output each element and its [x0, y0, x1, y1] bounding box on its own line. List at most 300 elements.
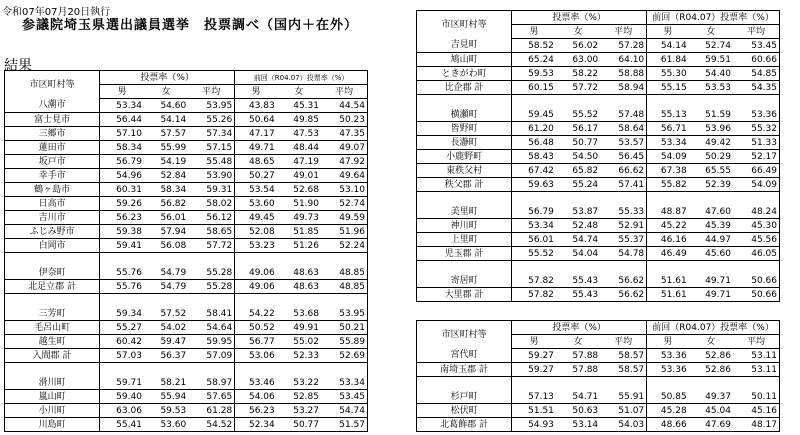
prev-average-turnout: 53.45: [733, 39, 780, 53]
municipality-name: 越生町: [5, 335, 100, 349]
female-turnout: 50.63: [556, 404, 600, 418]
female-turnout: 52.48: [556, 219, 600, 233]
municipality-name: 三郷市: [5, 127, 100, 141]
average-turnout: 57.48: [600, 108, 646, 122]
prev-male-turnout: 53.34: [647, 136, 689, 150]
average-turnout: 59.31: [188, 183, 234, 197]
table-row: [5, 169, 368, 183]
female-turnout: 54.74: [556, 233, 600, 247]
prev-female-turnout: 49.37: [689, 390, 733, 404]
prev-average-turnout: 52.74: [321, 197, 368, 211]
average-turnout: 55.28: [188, 266, 234, 280]
municipality-name: [5, 294, 100, 308]
municipality-name: 小川町: [5, 404, 100, 418]
average-turnout: 57.34: [188, 127, 234, 141]
header-female: 女: [144, 85, 188, 99]
header-prev-male: 男: [647, 335, 689, 349]
prev-male-turnout: 43.83: [235, 99, 277, 113]
prev-male-turnout: 51.61: [647, 288, 689, 302]
header-average: 平均: [188, 85, 234, 99]
table-row: [5, 113, 368, 127]
execution-date: 令和07年07月20日執行: [2, 7, 111, 18]
right-table-2-body: [417, 349, 780, 432]
female-turnout: 53.14: [556, 418, 600, 432]
left-table-body: [5, 99, 368, 432]
header-prev-average: 平均: [733, 335, 780, 349]
prev-female-turnout: 49.42: [689, 136, 733, 150]
prev-female-turnout: 52.39: [689, 178, 733, 192]
average-turnout: 54.03: [600, 418, 646, 432]
male-turnout: 65.24: [512, 53, 556, 67]
prev-female-turnout: 50.77: [277, 418, 321, 432]
table-row: [5, 349, 368, 363]
male-turnout: 57.13: [512, 390, 556, 404]
table-row: [417, 164, 780, 178]
table-row: [417, 418, 780, 432]
prev-average-turnout: 48.24: [733, 205, 780, 219]
prev-male-turnout: 55.82: [647, 178, 689, 192]
table-row: [417, 178, 780, 192]
blank-row: [417, 192, 780, 206]
prev-average-turnout: [733, 192, 780, 206]
male-turnout: [100, 294, 144, 308]
female-turnout: 65.82: [556, 164, 600, 178]
prev-average-turnout: 49.07: [321, 141, 368, 155]
right-table-1-body: [417, 39, 780, 302]
prev-average-turnout: 49.59: [321, 211, 368, 225]
average-turnout: 57.09: [188, 349, 234, 363]
prev-male-turnout: [647, 95, 689, 109]
prev-male-turnout: 49.45: [235, 211, 277, 225]
prev-female-turnout: 45.39: [689, 219, 733, 233]
female-turnout: 57.88: [556, 349, 600, 363]
header-male: 男: [100, 85, 144, 99]
prev-average-turnout: 53.36: [733, 108, 780, 122]
male-turnout: [100, 253, 144, 267]
prev-average-turnout: 48.17: [733, 418, 780, 432]
prev-female-turnout: 52.85: [277, 390, 321, 404]
prev-male-turnout: 49.71: [235, 141, 277, 155]
prev-male-turnout: 50.27: [235, 169, 277, 183]
male-turnout: 58.34: [100, 141, 144, 155]
male-turnout: 59.27: [512, 363, 556, 377]
prev-male-turnout: 56.77: [235, 335, 277, 349]
municipality-name: ときがわ町: [417, 67, 512, 81]
prev-average-turnout: 55.32: [733, 122, 780, 136]
female-turnout: 55.43: [556, 288, 600, 302]
prev-average-turnout: 53.34: [321, 376, 368, 390]
prev-average-turnout: 50.11: [733, 390, 780, 404]
prev-male-turnout: [235, 363, 277, 377]
prev-male-turnout: [647, 261, 689, 275]
prev-average-turnout: 52.69: [321, 349, 368, 363]
male-turnout: 59.26: [100, 197, 144, 211]
female-turnout: 54.79: [144, 266, 188, 280]
male-turnout: 60.42: [100, 335, 144, 349]
prev-male-turnout: 47.17: [235, 127, 277, 141]
average-turnout: 57.28: [600, 39, 646, 53]
header-prev-female: 女: [277, 85, 321, 99]
male-turnout: 55.76: [100, 280, 144, 294]
average-turnout: 57.41: [600, 178, 646, 192]
prev-female-turnout: 48.63: [277, 266, 321, 280]
prev-average-turnout: 45.30: [733, 219, 780, 233]
female-turnout: 52.84: [144, 169, 188, 183]
prev-male-turnout: 46.16: [647, 233, 689, 247]
male-turnout: 57.10: [100, 127, 144, 141]
average-turnout: [188, 294, 234, 308]
municipality-name: [5, 253, 100, 267]
prev-male-turnout: 54.22: [235, 307, 277, 321]
header-turnout: 投票率（%）: [100, 71, 235, 85]
prev-average-turnout: 51.33: [733, 136, 780, 150]
prev-average-turnout: 53.11: [733, 349, 780, 363]
male-turnout: 55.41: [100, 418, 144, 432]
prev-male-turnout: 67.38: [647, 164, 689, 178]
prev-average-turnout: [733, 95, 780, 109]
male-turnout: [512, 377, 556, 391]
table-row: [417, 67, 780, 81]
prev-female-turnout: 59.51: [689, 53, 733, 67]
table-row: [417, 122, 780, 136]
prev-female-turnout: 45.31: [277, 99, 321, 113]
prev-average-turnout: 48.85: [321, 280, 368, 294]
prev-average-turnout: [733, 261, 780, 275]
prev-average-turnout: 66.49: [733, 164, 780, 178]
prev-male-turnout: [235, 294, 277, 308]
table-row: [5, 197, 368, 211]
average-turnout: 56.62: [600, 274, 646, 288]
header-prev-male: 男: [235, 85, 277, 99]
prev-male-turnout: 45.28: [647, 404, 689, 418]
municipality-name: 白岡市: [5, 239, 100, 253]
prev-female-turnout: [689, 261, 733, 275]
prev-average-turnout: 52.24: [321, 239, 368, 253]
table-row: [5, 127, 368, 141]
prev-female-turnout: 45.60: [689, 247, 733, 261]
male-turnout: 59.40: [100, 390, 144, 404]
municipality-name: 鶴ヶ島市: [5, 183, 100, 197]
table-row: [417, 53, 780, 67]
municipality-name: [417, 192, 512, 206]
male-turnout: 57.82: [512, 288, 556, 302]
male-turnout: 53.34: [100, 99, 144, 113]
male-turnout: 59.38: [100, 225, 144, 239]
male-turnout: 56.01: [512, 233, 556, 247]
table-row: [417, 219, 780, 233]
prev-male-turnout: 56.71: [647, 122, 689, 136]
prev-average-turnout: 54.85: [733, 67, 780, 81]
prev-male-turnout: 52.34: [235, 418, 277, 432]
prev-male-turnout: 54.09: [647, 150, 689, 164]
female-turnout: 56.01: [144, 211, 188, 225]
municipality-name: 東秩父村: [417, 164, 512, 178]
header-municipality: 市区町村等: [417, 11, 512, 39]
average-turnout: 61.28: [188, 404, 234, 418]
prev-female-turnout: 49.85: [277, 113, 321, 127]
prev-male-turnout: 55.13: [647, 108, 689, 122]
prev-female-turnout: 65.55: [689, 164, 733, 178]
male-turnout: [512, 192, 556, 206]
prev-male-turnout: [647, 192, 689, 206]
result-heading: 結果: [4, 58, 32, 74]
prev-female-turnout: 53.53: [689, 81, 733, 95]
prev-average-turnout: 60.66: [733, 53, 780, 67]
prev-average-turnout: 55.89: [321, 335, 368, 349]
female-turnout: 55.43: [556, 274, 600, 288]
prev-male-turnout: 49.06: [235, 280, 277, 294]
female-turnout: 57.52: [144, 307, 188, 321]
blank-row: [417, 95, 780, 109]
municipality-name: 嵐山町: [5, 390, 100, 404]
prev-average-turnout: 50.23: [321, 113, 368, 127]
header-male: 男: [512, 25, 556, 39]
prev-female-turnout: 52.86: [689, 349, 733, 363]
table-row: [5, 390, 368, 404]
prev-female-turnout: 52.33: [277, 349, 321, 363]
male-turnout: 59.63: [512, 178, 556, 192]
average-turnout: [600, 192, 646, 206]
average-turnout: 55.37: [600, 233, 646, 247]
prev-male-turnout: 50.64: [235, 113, 277, 127]
male-turnout: 59.71: [100, 376, 144, 390]
female-turnout: 56.37: [144, 349, 188, 363]
average-turnout: 56.12: [188, 211, 234, 225]
male-turnout: 67.42: [512, 164, 556, 178]
prev-male-turnout: 48.65: [235, 155, 277, 169]
right-turnout-table-2: [416, 320, 780, 432]
prev-male-turnout: 49.06: [235, 266, 277, 280]
female-turnout: 50.77: [556, 136, 600, 150]
prev-female-turnout: [277, 294, 321, 308]
male-turnout: 55.76: [100, 266, 144, 280]
prev-male-turnout: 53.54: [235, 183, 277, 197]
municipality-name: [5, 363, 100, 377]
municipality-name: 鳩山町: [417, 53, 512, 67]
prev-female-turnout: 49.91: [277, 321, 321, 335]
male-turnout: 55.27: [100, 321, 144, 335]
prev-female-turnout: 53.22: [277, 376, 321, 390]
male-turnout: 51.51: [512, 404, 556, 418]
average-turnout: 57.15: [188, 141, 234, 155]
prev-female-turnout: 44.97: [689, 233, 733, 247]
male-turnout: 54.96: [100, 169, 144, 183]
blank-row: [417, 377, 780, 391]
municipality-name: 吉川市: [5, 211, 100, 225]
prev-average-turnout: 51.96: [321, 225, 368, 239]
prev-male-turnout: [647, 377, 689, 391]
table-row: [5, 239, 368, 253]
table-row: [5, 376, 368, 390]
blank-row: [5, 253, 368, 267]
table-row: [417, 233, 780, 247]
header-municipality: 市区町村等: [417, 321, 512, 349]
municipality-name: 神川町: [417, 219, 512, 233]
female-turnout: [144, 294, 188, 308]
prev-female-turnout: 53.96: [689, 122, 733, 136]
municipality-name: 富士見市: [5, 113, 100, 127]
header-prev-average: 平均: [321, 85, 368, 99]
male-turnout: 60.15: [512, 81, 556, 95]
female-turnout: 58.34: [144, 183, 188, 197]
municipality-name: 大里郡 計: [417, 288, 512, 302]
average-turnout: [600, 377, 646, 391]
male-turnout: 53.34: [512, 219, 556, 233]
female-turnout: 57.72: [556, 81, 600, 95]
prev-female-turnout: 50.29: [689, 150, 733, 164]
municipality-name: 三芳町: [5, 307, 100, 321]
female-turnout: 59.53: [144, 404, 188, 418]
prev-average-turnout: 47.35: [321, 127, 368, 141]
prev-average-turnout: 49.64: [321, 169, 368, 183]
table-row: [5, 418, 368, 432]
female-turnout: 56.02: [556, 39, 600, 53]
prev-male-turnout: 55.30: [647, 67, 689, 81]
prev-average-turnout: 54.35: [733, 81, 780, 95]
municipality-name: [417, 95, 512, 109]
municipality-name: 長瀞町: [417, 136, 512, 150]
table-row: [417, 108, 780, 122]
male-turnout: 57.03: [100, 349, 144, 363]
prev-female-turnout: 49.73: [277, 211, 321, 225]
table-row: [417, 247, 780, 261]
prev-average-turnout: 51.57: [321, 418, 368, 432]
female-turnout: 55.94: [144, 390, 188, 404]
average-turnout: 53.90: [188, 169, 234, 183]
prev-male-turnout: 48.66: [647, 418, 689, 432]
female-turnout: 54.02: [144, 321, 188, 335]
municipality-name: 坂戸市: [5, 155, 100, 169]
male-turnout: 59.34: [100, 307, 144, 321]
female-turnout: 58.22: [556, 67, 600, 81]
female-turnout: 58.21: [144, 376, 188, 390]
average-turnout: 58.64: [600, 122, 646, 136]
table-row: [417, 363, 780, 377]
municipality-name: 寄居町: [417, 274, 512, 288]
female-turnout: [556, 261, 600, 275]
female-turnout: 53.87: [556, 205, 600, 219]
table-row: [417, 39, 780, 53]
prev-average-turnout: 53.10: [321, 183, 368, 197]
female-turnout: 55.24: [556, 178, 600, 192]
prev-female-turnout: 55.02: [277, 335, 321, 349]
municipality-name: 入間郡 計: [5, 349, 100, 363]
table-row: [417, 81, 780, 95]
municipality-name: 日高市: [5, 197, 100, 211]
header-prev-turnout: 前回（R04.07）投票率（%）: [647, 321, 780, 335]
average-turnout: 53.95: [188, 99, 234, 113]
prev-average-turnout: 45.56: [733, 233, 780, 247]
header-female: 女: [556, 335, 600, 349]
prev-male-turnout: [235, 253, 277, 267]
header-prev-male: 男: [647, 25, 689, 39]
female-turnout: 59.47: [144, 335, 188, 349]
left-turnout-table: [4, 70, 368, 432]
average-turnout: 54.64: [188, 321, 234, 335]
table-row: [5, 266, 368, 280]
male-turnout: [100, 363, 144, 377]
municipality-name: 吉見町: [417, 39, 512, 53]
male-turnout: 56.23: [100, 211, 144, 225]
prev-male-turnout: 51.61: [647, 274, 689, 288]
female-turnout: 54.04: [556, 247, 600, 261]
average-turnout: [600, 261, 646, 275]
female-turnout: 56.08: [144, 239, 188, 253]
prev-male-turnout: 53.36: [647, 349, 689, 363]
male-turnout: 56.48: [512, 136, 556, 150]
prev-average-turnout: 53.11: [733, 363, 780, 377]
table-row: [5, 211, 368, 225]
municipality-name: 毛呂山町: [5, 321, 100, 335]
female-turnout: [144, 253, 188, 267]
header-municipality: 市区町村等: [5, 71, 100, 99]
average-turnout: 53.57: [600, 136, 646, 150]
prev-average-turnout: 50.21: [321, 321, 368, 335]
prev-female-turnout: 48.63: [277, 280, 321, 294]
prev-male-turnout: 50.85: [647, 390, 689, 404]
municipality-name: 幸手市: [5, 169, 100, 183]
prev-average-turnout: 47.92: [321, 155, 368, 169]
prev-average-turnout: [321, 294, 368, 308]
municipality-name: 八潮市: [5, 99, 100, 113]
municipality-name: 比企郡 計: [417, 81, 512, 95]
female-turnout: 54.14: [144, 113, 188, 127]
female-turnout: 54.60: [144, 99, 188, 113]
average-turnout: 58.57: [600, 363, 646, 377]
male-turnout: 54.93: [512, 418, 556, 432]
municipality-name: 横瀬町: [417, 108, 512, 122]
municipality-name: 松伏町: [417, 404, 512, 418]
prev-average-turnout: 48.85: [321, 266, 368, 280]
municipality-name: [417, 261, 512, 275]
prev-female-turnout: 53.68: [277, 307, 321, 321]
prev-average-turnout: 44.54: [321, 99, 368, 113]
prev-average-turnout: 52.17: [733, 150, 780, 164]
prev-average-turnout: [321, 253, 368, 267]
female-turnout: [556, 95, 600, 109]
prev-female-turnout: 45.04: [689, 404, 733, 418]
prev-female-turnout: [689, 192, 733, 206]
female-turnout: [556, 377, 600, 391]
prev-male-turnout: 54.06: [235, 390, 277, 404]
female-turnout: 54.71: [556, 390, 600, 404]
municipality-name: 美里町: [417, 205, 512, 219]
prev-average-turnout: 50.66: [733, 288, 780, 302]
male-turnout: 60.31: [100, 183, 144, 197]
prev-male-turnout: 52.08: [235, 225, 277, 239]
prev-average-turnout: [733, 377, 780, 391]
table-row: [5, 404, 368, 418]
prev-male-turnout: 48.87: [647, 205, 689, 219]
blank-row: [5, 294, 368, 308]
prev-female-turnout: 51.90: [277, 197, 321, 211]
prev-female-turnout: [277, 363, 321, 377]
prev-female-turnout: 49.01: [277, 169, 321, 183]
average-turnout: 55.91: [600, 390, 646, 404]
header-prev-turnout: 前回（R04.07）投票率（%）: [647, 11, 780, 25]
average-turnout: 66.62: [600, 164, 646, 178]
female-turnout: 54.79: [144, 280, 188, 294]
right-turnout-table-1: [416, 10, 780, 302]
average-turnout: 59.95: [188, 335, 234, 349]
table-row: [5, 141, 368, 155]
average-turnout: 51.07: [600, 404, 646, 418]
table-row: [417, 274, 780, 288]
table-row: [417, 150, 780, 164]
prev-male-turnout: 55.15: [647, 81, 689, 95]
average-turnout: 58.65: [188, 225, 234, 239]
average-turnout: 58.41: [188, 307, 234, 321]
